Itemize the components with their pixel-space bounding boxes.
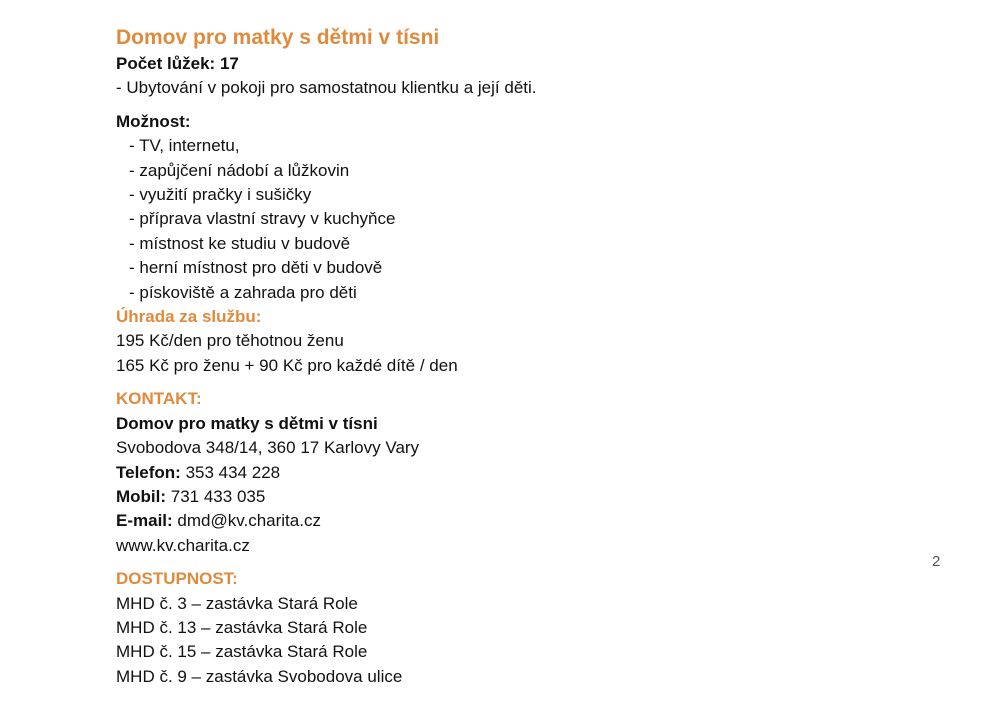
transit-line: MHD č. 15 – zastávka Stará Role xyxy=(116,642,368,662)
list-item: - herní místnost pro děti v budově xyxy=(129,258,383,278)
contact-name: Domov pro matky s dětmi v tísni xyxy=(116,413,378,433)
beds-line xyxy=(116,52,876,76)
page-number: 2 xyxy=(932,553,941,570)
options-list xyxy=(116,134,876,305)
contact-email xyxy=(116,509,876,533)
payment-heading: Úhrada za službu: xyxy=(116,307,262,327)
transit-line: MHD č. 13 – zastávka Stará Role xyxy=(116,617,368,637)
transit-line: MHD č. 9 – zastávka Svobodova ulice xyxy=(116,666,403,686)
phone-label: Telefon: xyxy=(116,462,181,482)
email-label: E-mail: xyxy=(116,511,173,531)
payment-line: 165 Kč pro ženu + 90 Kč pro každé dítě / den xyxy=(116,355,458,375)
options-heading: Možnost: xyxy=(116,111,191,131)
contact-heading: KONTAKT: xyxy=(116,389,202,409)
beds-label: Počet lůžek: xyxy=(116,54,216,73)
list-item: - zapůjčení nádobí a lůžkovin xyxy=(129,160,350,180)
list-item: - pískoviště a zahrada pro děti xyxy=(129,282,357,302)
list-item: - TV, internetu, xyxy=(129,136,240,156)
payment-line: 195 Kč/den pro těhotnou ženu xyxy=(116,331,344,351)
contact-address: Svobodova 348/14, 360 17 Karlovy Vary xyxy=(116,438,420,458)
contact-web: www.kv.charita.cz xyxy=(116,535,250,555)
contact-mobile xyxy=(116,485,876,509)
phone-value: 353 434 228 xyxy=(180,462,281,482)
contact-phone xyxy=(116,461,876,485)
beds-value: 17 xyxy=(219,54,239,73)
list-item: - místnost ke studiu v budově xyxy=(129,233,351,253)
list-item: - využití pračky i sušičky xyxy=(129,185,312,205)
email-value: dmd@kv.charita.cz xyxy=(172,511,321,531)
mobile-label: Mobil: xyxy=(116,486,167,506)
document-page xyxy=(116,24,876,689)
accessibility-heading: DOSTUPNOST: xyxy=(116,569,238,589)
accommodation-text: - Ubytování v pokoji pro samostatnou klientku a její děti. xyxy=(116,78,537,98)
list-item: - příprava vlastní stravy v kuchyňce xyxy=(129,209,396,229)
page-title: Domov pro matky s dětmi v tísni xyxy=(116,26,440,49)
mobile-value: 731 433 035 xyxy=(166,486,266,506)
transit-line: MHD č. 3 – zastávka Stará Role xyxy=(116,593,358,613)
